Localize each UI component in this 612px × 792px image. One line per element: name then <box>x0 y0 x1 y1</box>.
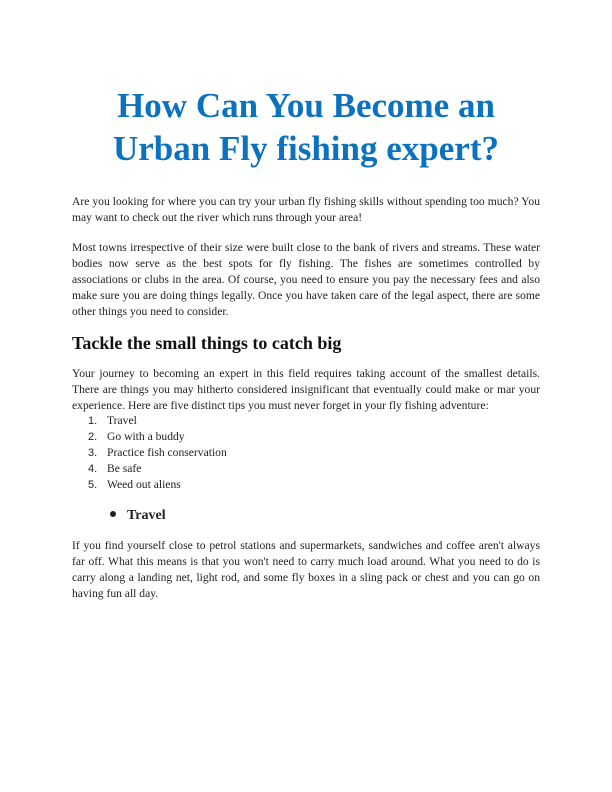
tips-list <box>72 413 227 493</box>
journey-paragraph: Your journey to becoming an expert in this field requires taking account of the smallest details. There are things you may hitherto considered insignificant that eventually could make or mar your experience. Here are five distinct tips you must never forget in your fly fishing adventure: <box>72 367 540 412</box>
page-title <box>72 84 540 170</box>
title-line-1: How Can You Become an <box>117 86 495 125</box>
travel-subheading: Travel <box>110 507 166 525</box>
list-item: 1. Travel <box>88 414 137 427</box>
section-heading: Tackle the small things to catch big <box>72 333 342 353</box>
list-item: 3. Practice fish conservation <box>88 446 227 459</box>
travel-paragraph: If you find yourself close to petrol stations and supermarkets, sandwiches and coffee aren't always far off. What this means is that you won't need to carry much load around. What you need to do is carry along a landing net, light rod, and some fly boxes in a sling pack or chest and you can go on having fun all day. <box>72 539 540 600</box>
towns-paragraph: Most towns irrespective of their size were built close to the bank of rivers and streams. These water bodies now serve as the best spots for fly fishing. The fishes are sometimes controlled by associations or clubs in the area. Of course, you need to ensure you pay the necessary fees and also make sure you are doing things legally. Once you have taken care of the legal aspect, there are some other things you need to consider. <box>72 241 540 318</box>
list-item: 2. Go with a buddy <box>88 430 185 443</box>
list-item: 4. Be safe <box>88 462 142 475</box>
title-line-2: Urban Fly fishing expert? <box>113 129 499 168</box>
bullet-icon <box>110 511 116 517</box>
intro-paragraph: Are you looking for where you can try your urban fly fishing skills without spending too much? You may want to check out the river which runs through your area! <box>72 195 540 224</box>
list-item: 5. Weed out aliens <box>88 478 181 491</box>
